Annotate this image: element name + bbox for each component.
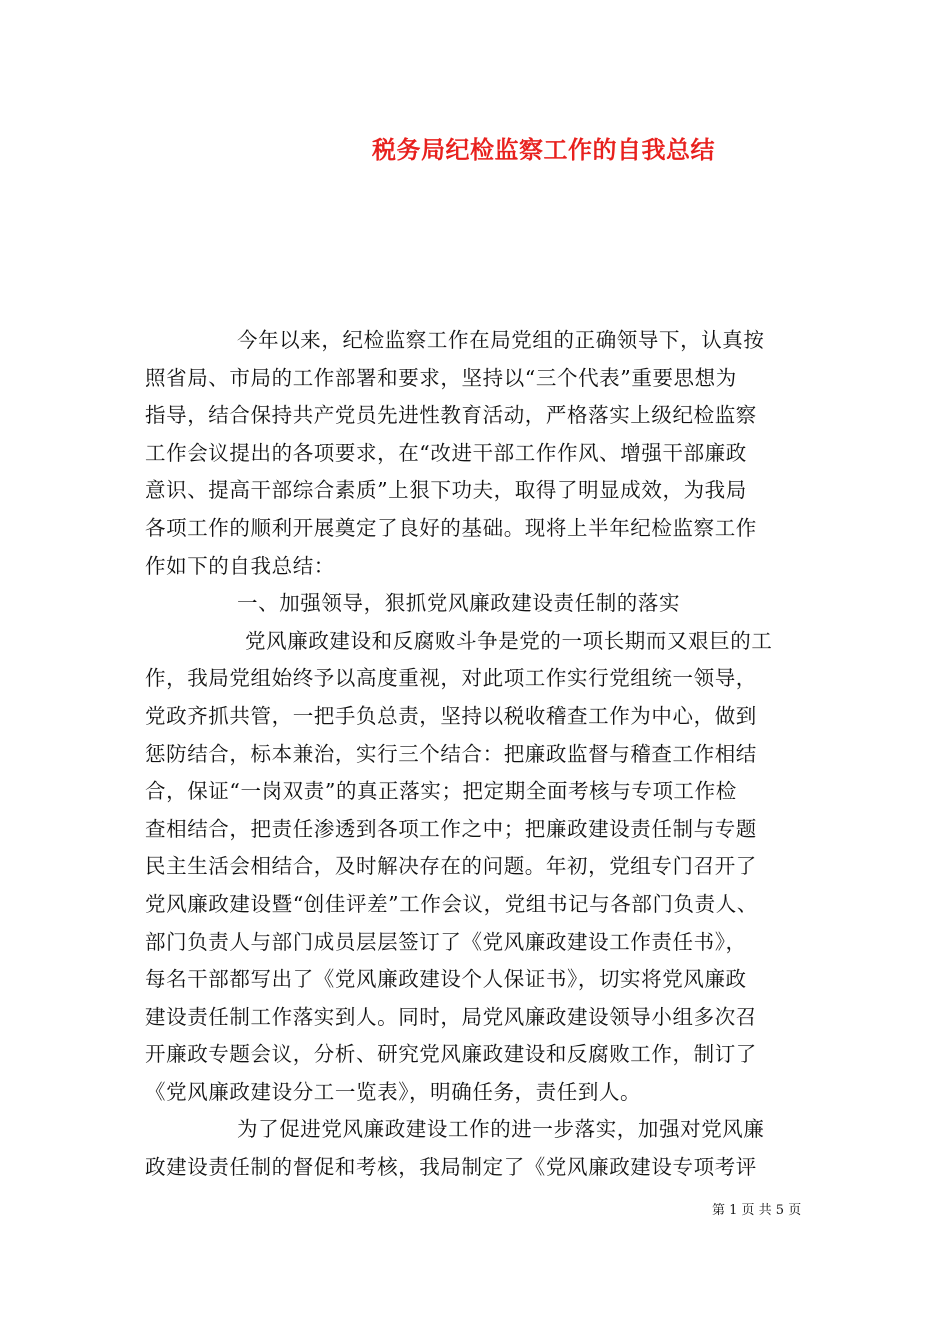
- paragraph-line: 部门负责人与部门成员层层签订了《党风廉政建设工作责任书》，: [145, 929, 747, 954]
- paragraph-line: 开廉政专题会议，分析、研究党风廉政建设和反腐败工作，制订了: [145, 1042, 757, 1067]
- paragraph-line: 工作会议提出的各项要求，在“改进干部工作作风、增强干部廉政: [145, 440, 747, 465]
- paragraph-line: 每名干部都写出了《党风廉政建设个人保证书》，切实将党风廉政: [145, 967, 747, 992]
- paragraph-line: 党风廉政建设和反腐败斗争是党的一项长期而又艰巨的工: [245, 628, 773, 653]
- page-footer: 第 1 页 共 5 页: [712, 1203, 802, 1218]
- paragraph-line: 指导，结合保持共产党员先进性教育活动，严格落实上级纪检监察: [145, 403, 757, 428]
- paragraph-line: 意识、提高干部综合素质”上狠下功夫，取得了明显成效，为我局: [145, 478, 747, 503]
- document-body: [145, 322, 845, 1187]
- paragraph-line: 各项工作的顺利开展奠定了良好的基础。现将上半年纪检监察工作: [145, 515, 757, 540]
- paragraph-line: 《党风廉政建设分工一览表》，明确任务，责任到人。: [145, 1079, 642, 1104]
- document-title: 税务局纪检监察工作的自我总结: [372, 135, 715, 164]
- section-heading: 一、加强领导，狠抓党风廉政建设责任制的落实: [237, 591, 681, 616]
- paragraph-line: 作如下的自我总结：: [145, 553, 335, 578]
- paragraph-line: 作，我局党组始终予以高度重视，对此项工作实行党组统一领导，: [145, 666, 757, 691]
- paragraph-line: 查相结合，把责任渗透到各项工作之中；把廉政建设责任制与专题: [145, 816, 757, 841]
- paragraph-line: 照省局、市局的工作部署和要求，坚持以“三个代表”重要思想为: [145, 365, 737, 390]
- paragraph-line: 为了促进党风廉政建设工作的进一步落实，加强对党风廉: [237, 1117, 765, 1142]
- paragraph-line: 合，保证“一岗双责”的真正落实；把定期全面考核与专项工作检: [145, 779, 737, 804]
- paragraph-line: 政建设责任制的督促和考核，我局制定了《党风廉政建设专项考评: [145, 1155, 757, 1180]
- paragraph-line: 建设责任制工作落实到人。同时，局党风廉政建设领导小组多次召: [145, 1004, 757, 1029]
- paragraph-line: 党政齐抓共管，一把手负总责，坚持以税收稽查工作为中心，做到: [145, 703, 757, 728]
- paragraph-line: 党风廉政建设暨“创佳评差”工作会议，党组书记与各部门负责人、: [145, 891, 758, 916]
- paragraph-line: 惩防结合，标本兼治，实行三个结合：把廉政监督与稽查工作相结: [145, 741, 757, 766]
- paragraph-line: 今年以来，纪检监察工作在局党组的正确领导下，认真按: [237, 328, 765, 352]
- paragraph-line: 民主生活会相结合，及时解决存在的问题。年初，党组专门召开了: [145, 854, 757, 879]
